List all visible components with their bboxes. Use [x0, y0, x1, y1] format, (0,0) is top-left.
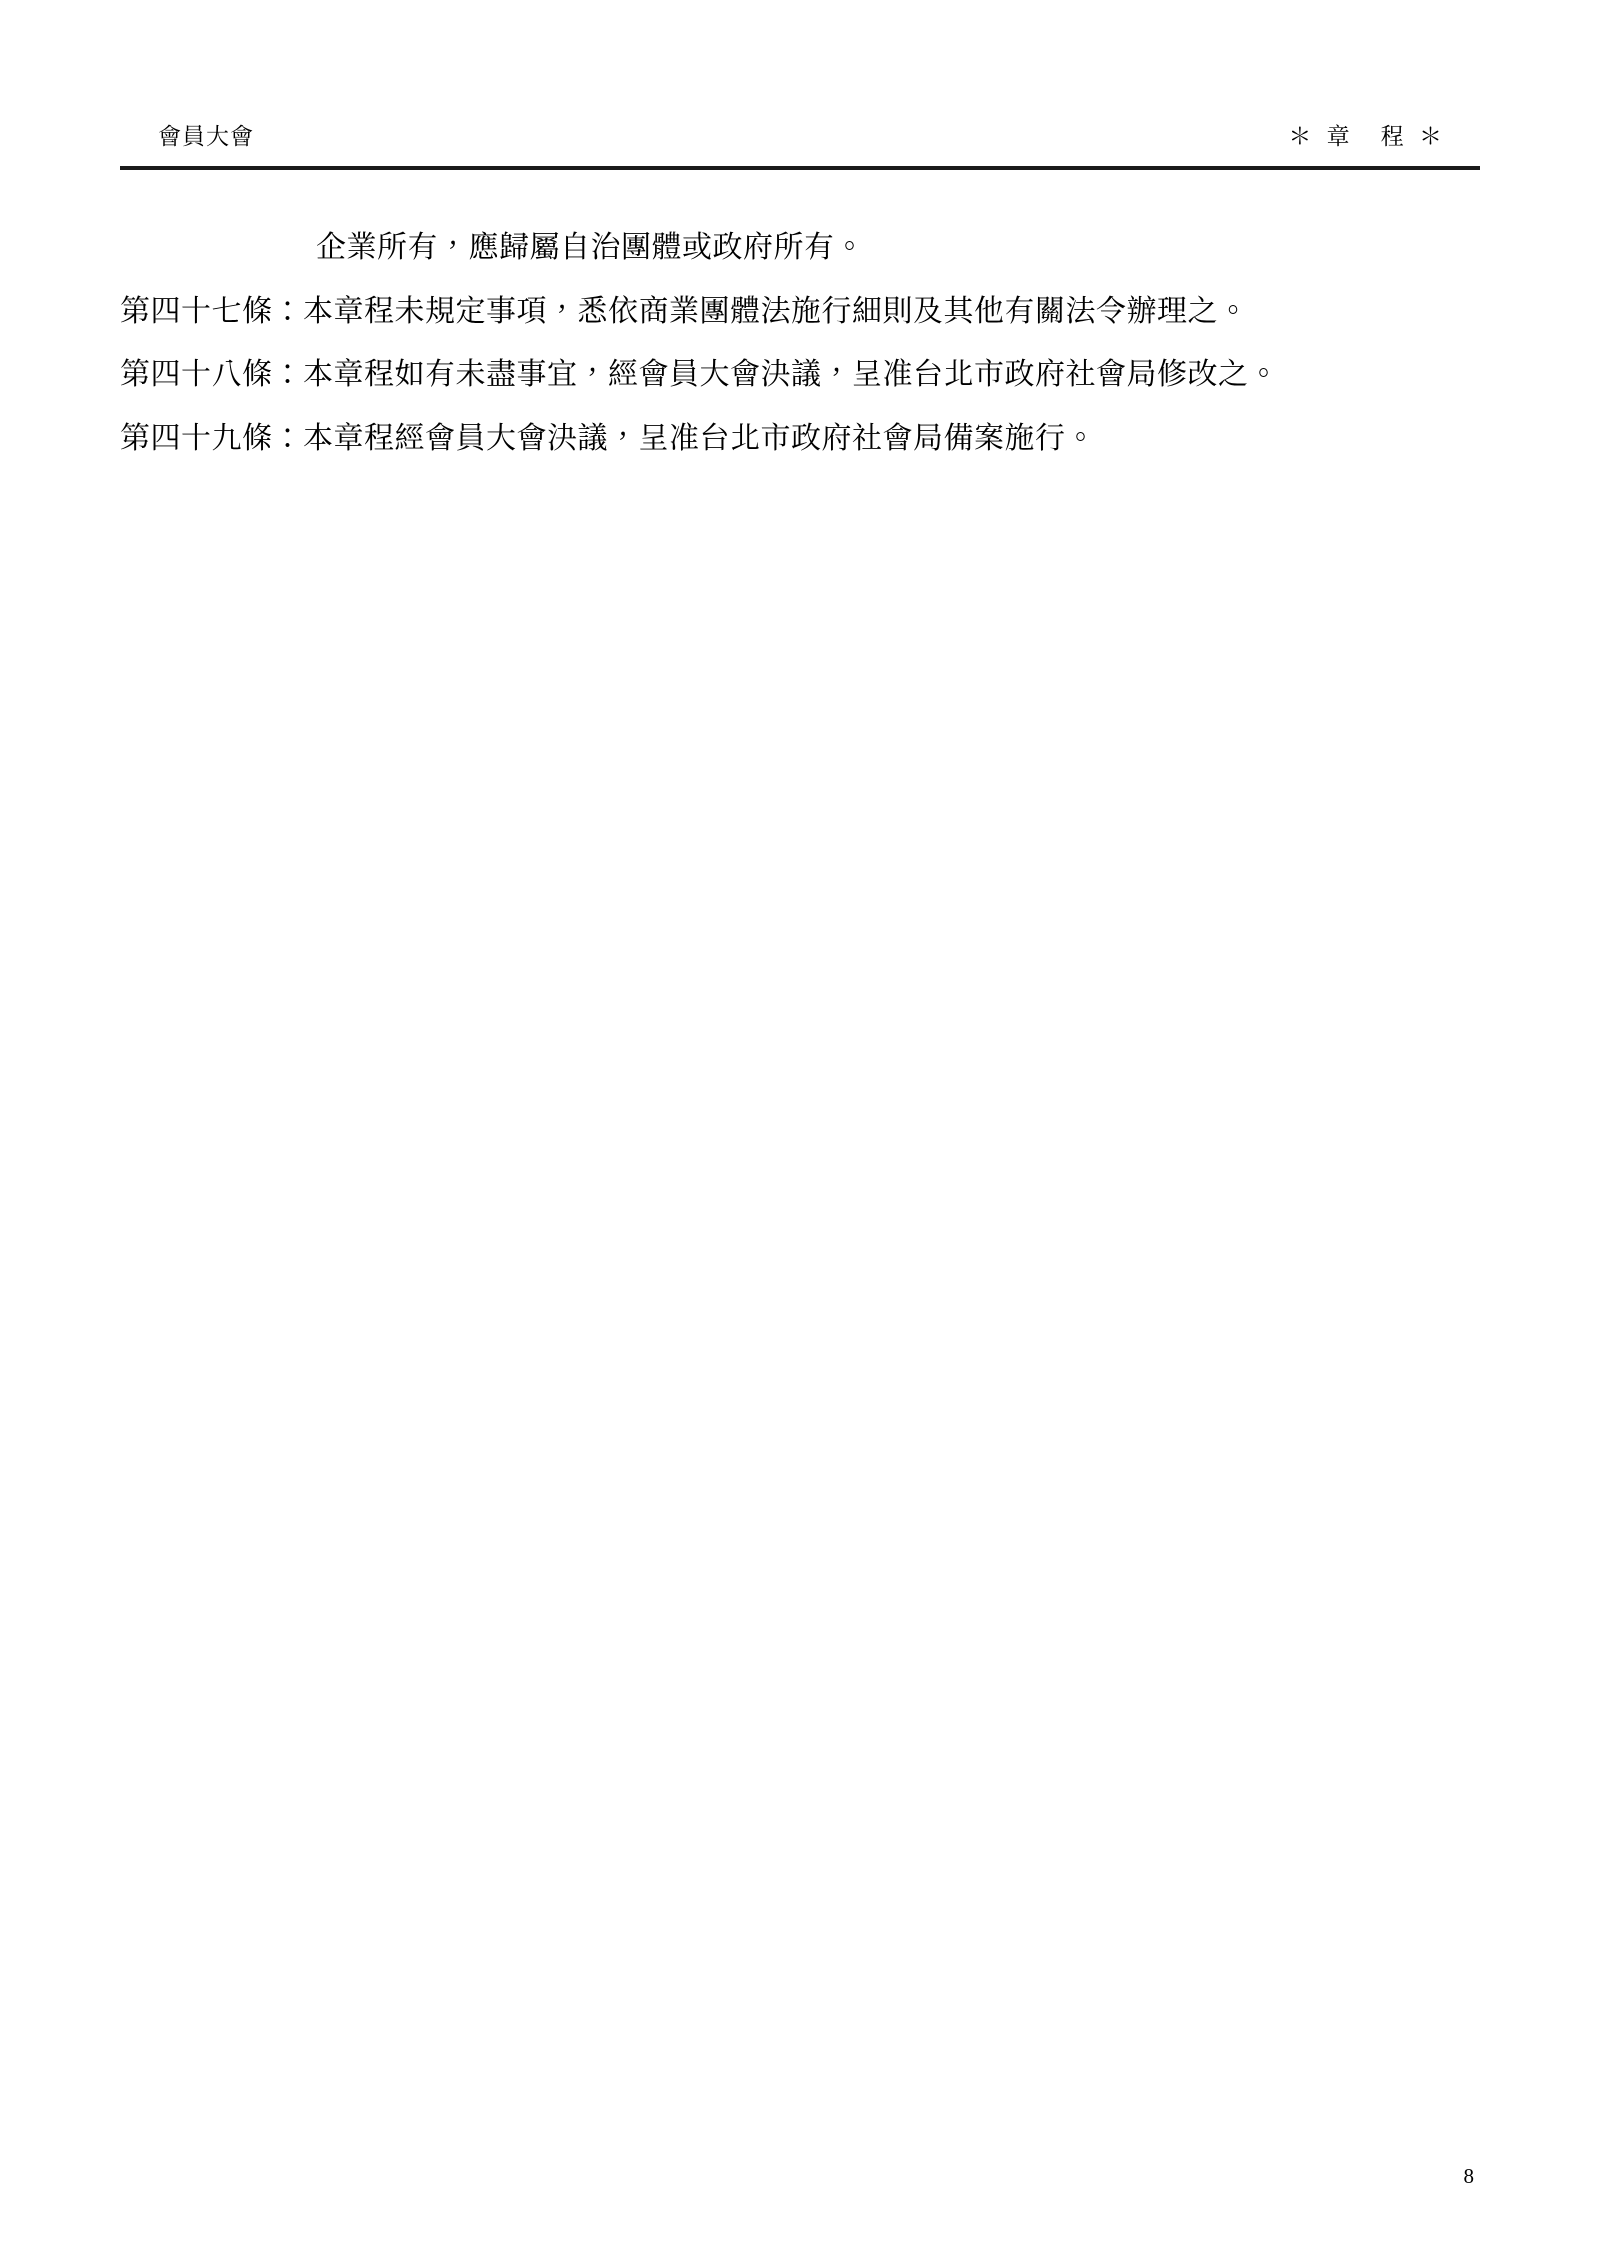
header-divider [120, 166, 1480, 170]
paragraph-continuation: 企業所有，應歸屬自治團體或政府所有。 [316, 230, 865, 265]
page-number: 8 [1463, 2164, 1474, 2188]
paragraph-article-49: 第四十九條：本章程經會員大會決議，呈准台北市政府社會局備案施行。 [120, 420, 1096, 456]
header-right-title: ＊ 章 程 ＊ [1288, 124, 1446, 150]
header-left-title: 會員大會 [158, 124, 254, 150]
paragraph-article-47: 第四十七條：本章程未規定事項，悉依商業團體法施行細則及其他有關法令辦理之。 [120, 293, 1249, 329]
document-body [120, 222, 1480, 476]
paragraph-article-48: 第四十八條：本章程如有未盡事宜，經會員大會決議，呈准台北市政府社會局修改之。 [120, 357, 1279, 393]
page-header [120, 118, 1480, 166]
